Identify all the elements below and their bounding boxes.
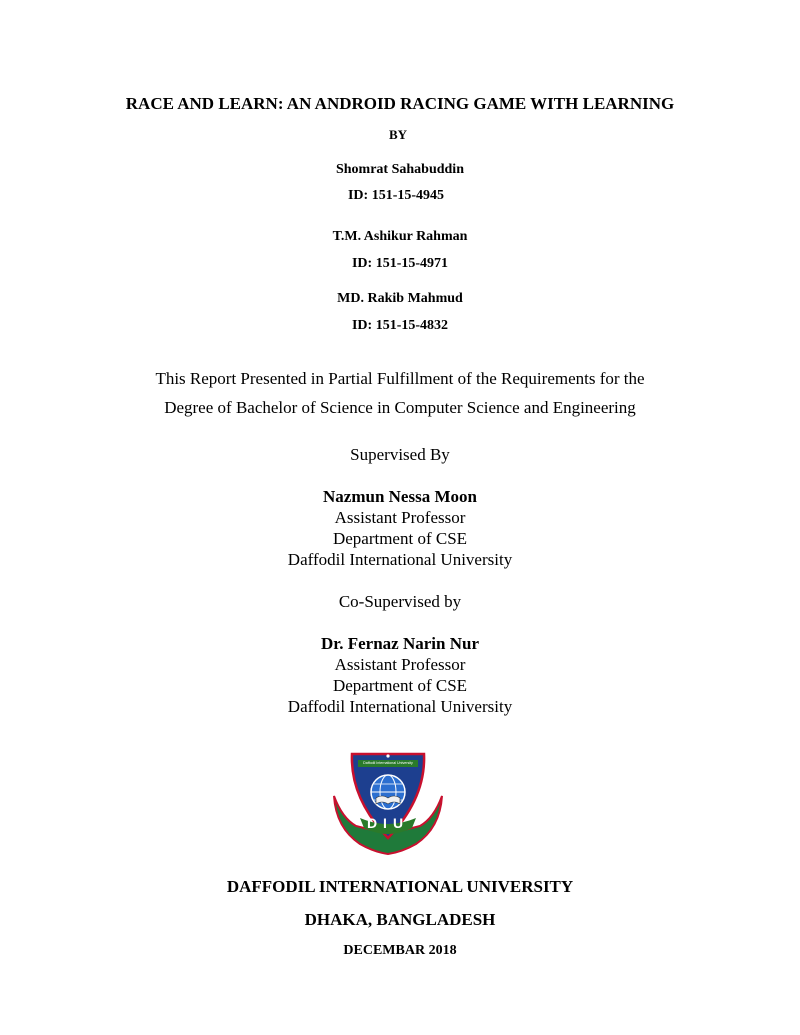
supervisor-title: Assistant Professor <box>334 508 466 527</box>
footer-university: DAFFODIL INTERNATIONAL UNIVERSITY <box>226 877 574 896</box>
diu-crest-logo-icon <box>330 748 446 856</box>
supervisor-name: Nazmun Nessa Moon <box>323 487 477 506</box>
supervisor-department: Department of CSE <box>332 529 468 548</box>
author-name: Shomrat Sahabuddin <box>335 162 464 177</box>
co-supervisor-department: Department of CSE <box>332 676 468 695</box>
author-id: ID: 151-15-4832 <box>351 318 449 333</box>
report-statement-line: Degree of Bachelor of Science in Computer Science and Engineering <box>164 398 636 417</box>
footer-location: DHAKA, BANGLADESH <box>304 910 496 929</box>
author-name: MD. Rakib Mahmud <box>337 291 463 306</box>
co-supervisor-university: Daffodil International University <box>287 697 513 716</box>
co-supervisor-name: Dr. Fernaz Narin Nur <box>320 634 479 653</box>
author-id: ID: 151-15-4945 <box>347 188 445 203</box>
footer-date: DECEMBAR 2018 <box>343 943 457 958</box>
report-title: RACE AND LEARN: AN ANDROID RACING GAME WITH LEARNING <box>125 94 675 113</box>
by-label: BY <box>388 127 408 142</box>
co-supervisor-title: Assistant Professor <box>334 655 466 674</box>
co-supervised-by-heading: Co-Supervised by <box>338 592 462 611</box>
supervised-by-heading: Supervised By <box>350 445 450 464</box>
logo-banner-text: Daffodil International University <box>363 761 413 765</box>
report-statement-line: This Report Presented in Partial Fulfillment of the Requirements for the <box>155 369 645 388</box>
supervisor-university: Daffodil International University <box>287 550 513 569</box>
logo-letters: DIU <box>366 815 410 831</box>
author-id: ID: 151-15-4971 <box>351 256 449 271</box>
author-name: T.M. Ashikur Rahman <box>332 229 468 244</box>
